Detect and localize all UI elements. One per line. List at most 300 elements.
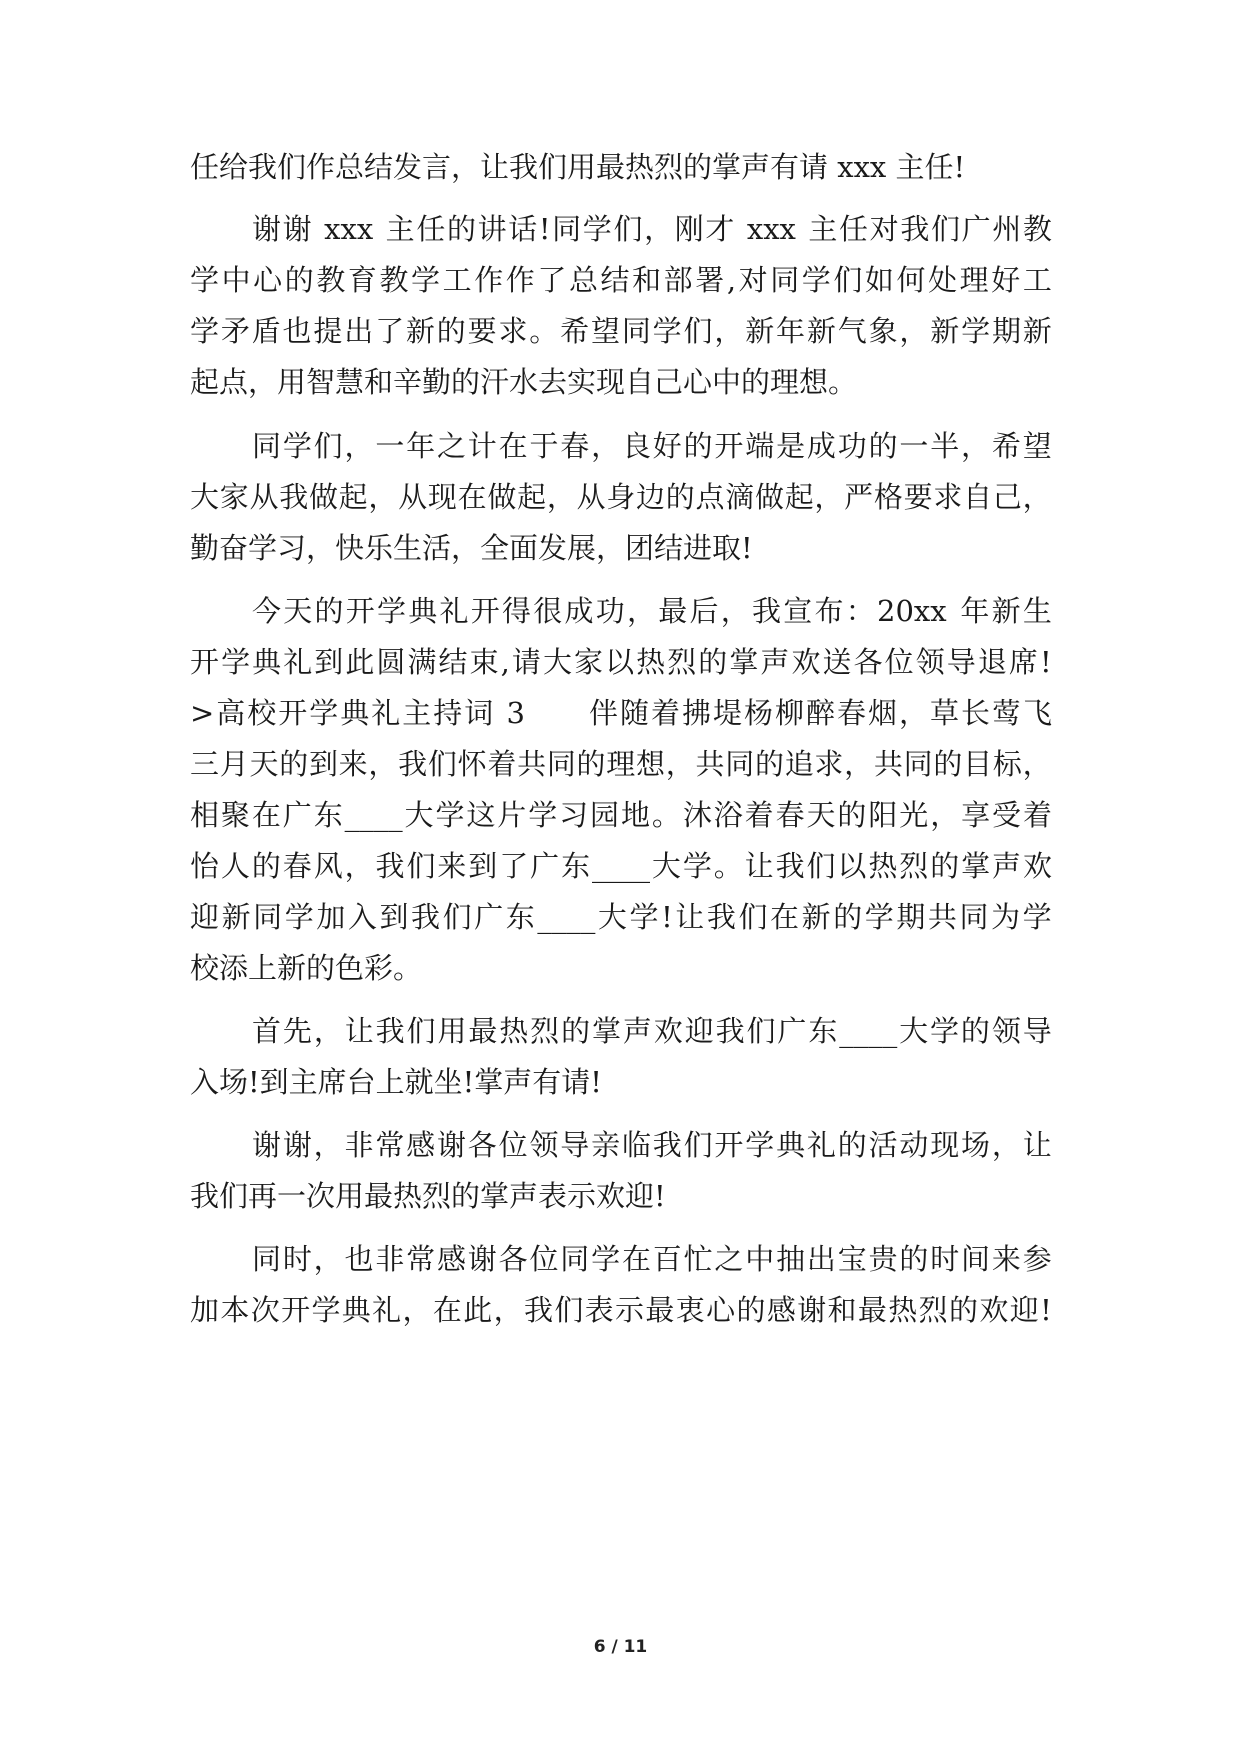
text-glyph: ! (1039, 645, 1052, 679)
text-glyph: 新 (930, 314, 960, 348)
text-line: 勤奋学习，快乐生活，全面发展，团结进取! (190, 531, 753, 565)
text-glyph: ， (898, 696, 928, 730)
text-glyph: 总 (568, 263, 598, 297)
text-glyph: 作 (474, 263, 504, 297)
text-glyph: 聚 (220, 798, 250, 832)
text-glyph: 新 (806, 314, 836, 348)
text-glyph: ! (661, 900, 673, 934)
text-glyph: 广 (474, 900, 504, 934)
text-glyph: 此 (463, 1293, 493, 1327)
text-glyph: 到 (468, 849, 498, 883)
text-glyph: 期 (991, 314, 1021, 348)
text-glyph: 何 (896, 263, 926, 297)
text-glyph: 一 (375, 429, 405, 463)
text-glyph: 加 (316, 900, 346, 934)
text-glyph: 最 (645, 1293, 675, 1327)
text-glyph: 育 (347, 263, 377, 297)
text-glyph: 临 (621, 1128, 651, 1162)
text-glyph: ， (344, 429, 374, 463)
text-glyph: 天 (806, 798, 836, 832)
text-glyph: 后 (689, 594, 719, 628)
text-glyph: 身 (606, 480, 636, 514)
text-glyph: 贵 (868, 1242, 898, 1276)
text-glyph: 希 (991, 429, 1021, 463)
text-glyph: 的 (837, 1128, 867, 1162)
text-glyph: 飞 (1022, 696, 1052, 730)
text-glyph: 起 (784, 480, 814, 514)
text-glyph: 同 (770, 263, 800, 297)
text-glyph: 常 (375, 1128, 405, 1162)
text-glyph: 地 (620, 798, 650, 832)
text-glyph: 。 (529, 314, 559, 348)
text-glyph: 新 (405, 314, 435, 348)
text-glyph: 领 (991, 1014, 1021, 1048)
text-glyph: 成 (564, 594, 594, 628)
text-glyph: 现 (930, 1128, 960, 1162)
text-glyph: 学 (311, 1293, 341, 1327)
text-glyph: ， (930, 798, 960, 832)
text-glyph: 各 (467, 1128, 497, 1162)
paragraph-line (252, 1125, 1052, 1165)
text-glyph: 春 (560, 429, 590, 463)
text-glyph: 工 (1022, 263, 1052, 297)
text-glyph: 计 (467, 429, 497, 463)
text-glyph: 表 (584, 1293, 614, 1327)
text-glyph: ， (714, 314, 744, 348)
text-glyph (375, 209, 384, 249)
text-glyph: 的 (251, 849, 281, 883)
text-line: 我们再一次用最热烈的掌声表示欢迎! (190, 1179, 666, 1213)
text-glyph: 草 (929, 696, 959, 730)
text-glyph: 束 (469, 645, 499, 679)
text-glyph: 风 (313, 849, 343, 883)
text-glyph: 广 (961, 212, 991, 246)
text-glyph: 热 (636, 645, 666, 679)
text-glyph: 拂 (681, 696, 711, 730)
text-glyph: 3 (506, 696, 525, 730)
text-glyph: 期 (896, 900, 926, 934)
text-glyph: ， (899, 314, 929, 348)
text-glyph: 得 (502, 594, 532, 628)
text-glyph: 署 (695, 263, 725, 297)
text-glyph: 让 (344, 1014, 374, 1048)
text-glyph: 礼 (806, 1128, 836, 1162)
text-glyph: ， (844, 747, 874, 781)
text-glyph: 好 (652, 429, 682, 463)
text-glyph: 的 (576, 747, 606, 781)
text-glyph: 要 (467, 314, 497, 348)
text-glyph: 的 (284, 263, 314, 297)
text-glyph: 位 (529, 1242, 559, 1276)
text-glyph: 东 (313, 798, 343, 832)
text-glyph: 同 (725, 747, 755, 781)
text-glyph: 中 (221, 263, 251, 297)
text-glyph: 东 (808, 1014, 838, 1048)
text-glyph: 一 (899, 429, 929, 463)
paragraph-line (252, 209, 1052, 249)
text-glyph: ： (845, 594, 875, 628)
text-glyph: 今 (252, 594, 282, 628)
text-glyph: 共 (927, 900, 957, 934)
text-glyph: 来 (338, 747, 368, 781)
text-glyph: 心 (253, 263, 283, 297)
text-glyph: 最 (857, 1293, 887, 1327)
paragraph-line (252, 591, 1052, 631)
text-glyph: 追 (784, 747, 814, 781)
text-glyph: 的 (837, 798, 867, 832)
text-glyph: 非 (344, 1128, 374, 1162)
text-glyph: 谢 (467, 1242, 497, 1276)
text-line (190, 693, 1052, 733)
text-glyph: 场 (961, 1128, 991, 1162)
text-glyph: 典 (252, 645, 282, 679)
text-line (190, 846, 1052, 886)
text-glyph: 动 (899, 1128, 929, 1162)
text-glyph: 月 (219, 747, 249, 781)
text-glyph: 阳 (868, 798, 898, 832)
text-glyph: ， (814, 480, 844, 514)
text-glyph: 礼 (283, 645, 313, 679)
text-glyph: ， (1022, 747, 1052, 781)
text-glyph: 的 (736, 1293, 766, 1327)
text-glyph: 家 (574, 645, 604, 679)
text-line (190, 795, 1052, 835)
text-glyph: 结 (600, 263, 630, 297)
text-glyph: 谢 (797, 1293, 827, 1327)
text-glyph: 春 (282, 849, 312, 883)
text-glyph: ， (591, 429, 621, 463)
text-glyph: ， (344, 849, 374, 883)
text-glyph: 主 (402, 696, 432, 730)
text-glyph: 来 (991, 1242, 1021, 1276)
text-glyph: 东 (505, 900, 535, 934)
text-glyph: 词 (464, 696, 494, 730)
text-glyph: 浴 (713, 798, 743, 832)
text-glyph: 让 (1022, 1128, 1052, 1162)
text-glyph: 们 (806, 849, 836, 883)
text-glyph: 同 (253, 900, 283, 934)
text-glyph: 活 (868, 1128, 898, 1162)
text-glyph: 掌 (961, 849, 991, 883)
text-glyph: 的 (960, 1014, 990, 1048)
text-glyph: 的 (899, 1242, 929, 1276)
text-glyph: 时 (282, 1242, 312, 1276)
text-glyph: 标 (992, 747, 1022, 781)
text-glyph: 间 (961, 1242, 991, 1276)
text-glyph: ! (1040, 1293, 1052, 1327)
text-glyph: 同 (546, 747, 576, 781)
text-glyph: 家 (219, 480, 249, 514)
text-glyph: 学 (745, 1128, 775, 1162)
text-glyph: 的 (665, 480, 695, 514)
text-glyph: 们 (738, 900, 768, 934)
text-glyph: 象 (868, 314, 898, 348)
text-glyph: 自 (963, 480, 993, 514)
text-glyph: ， (493, 1293, 523, 1327)
text-glyph: 导 (946, 645, 976, 679)
text-glyph: 的 (446, 212, 476, 246)
text-glyph: 开 (190, 645, 220, 679)
text-glyph (495, 693, 504, 733)
text-glyph: 结 (438, 645, 468, 679)
text-line (190, 477, 1052, 517)
text-glyph: 们 (406, 849, 436, 883)
text-glyph: ， (644, 212, 674, 246)
text-glyph: 人 (220, 849, 250, 883)
text-glyph: 掌 (729, 645, 759, 679)
text-glyph: 中 (745, 1242, 775, 1276)
text-line: 入场!到主席台上就坐!掌声有请! (190, 1065, 602, 1099)
text-glyph: 欢 (1022, 849, 1052, 883)
text-glyph: ， (368, 747, 398, 781)
text-glyph: 开 (714, 1128, 744, 1162)
text-glyph: 同 (621, 314, 651, 348)
text-glyph: 了 (537, 263, 567, 297)
text-glyph: 欢 (653, 1014, 683, 1048)
text-glyph: ____ (537, 900, 596, 934)
text-glyph: 亲 (591, 1128, 621, 1162)
text-glyph: 大 (651, 849, 681, 883)
text-glyph: 在 (432, 1293, 462, 1327)
text-glyph: 烈 (667, 645, 697, 679)
text-glyph: ， (961, 429, 991, 463)
text-glyph: 以 (837, 849, 867, 883)
text-glyph: 开 (470, 594, 500, 628)
text-glyph: 请 (511, 645, 541, 679)
text-glyph: 们 (930, 212, 960, 246)
text-glyph: 为 (991, 900, 1021, 934)
text-glyph: 边 (636, 480, 666, 514)
text-glyph: 习 (559, 798, 589, 832)
text-glyph: ， (991, 1128, 1021, 1162)
text-glyph: 做 (487, 480, 517, 514)
text-glyph: 我 (775, 849, 805, 883)
text-glyph: , (726, 263, 737, 297)
text-glyph: 加 (190, 1293, 220, 1327)
text-line (190, 1290, 1052, 1330)
text-glyph: 的 (833, 900, 863, 934)
text-glyph: 对 (869, 212, 899, 246)
text-glyph: 最 (658, 594, 688, 628)
text-glyph: 我 (375, 849, 405, 883)
text-glyph (558, 693, 587, 733)
text-glyph: 新 (745, 314, 775, 348)
text-glyph: ____ (344, 798, 403, 832)
text-glyph: 理 (959, 263, 989, 297)
text-glyph: 点 (695, 480, 725, 514)
text-glyph: 大 (542, 645, 572, 679)
text-glyph: 在 (457, 480, 487, 514)
text-glyph: 20xx (877, 594, 947, 628)
text-glyph: 参 (1022, 1242, 1052, 1276)
text-glyph: 掌 (591, 1014, 621, 1048)
text-glyph: 各 (498, 1242, 528, 1276)
text-glyph: 片 (497, 798, 527, 832)
text-glyph: 我 (652, 1128, 682, 1162)
text-glyph: 开 (278, 696, 308, 730)
text-glyph: xxx (746, 212, 796, 246)
text-glyph: 端 (745, 429, 775, 463)
text-glyph: 欢 (791, 645, 821, 679)
text-line (190, 642, 1052, 682)
text-glyph: 的 (683, 429, 713, 463)
text-glyph: 。 (713, 849, 743, 883)
text-glyph: 作 (505, 263, 535, 297)
text-glyph: 求 (498, 314, 528, 348)
text-glyph: 要 (903, 480, 933, 514)
paragraph-line (252, 426, 1052, 466)
text-glyph: 最 (468, 1014, 498, 1048)
text-glyph: 们 (406, 1014, 436, 1048)
text-glyph: 春 (775, 798, 805, 832)
text-glyph: 的 (698, 645, 728, 679)
text-glyph: 怡 (190, 849, 220, 883)
text-glyph: 我 (523, 1293, 553, 1327)
text-glyph: 大 (597, 900, 627, 934)
text-glyph: 让 (675, 900, 705, 934)
text-glyph: 学 (282, 429, 312, 463)
text-glyph: 随 (619, 696, 649, 730)
text-glyph: 了 (375, 314, 405, 348)
text-glyph: 欢 (979, 1293, 1009, 1327)
text-glyph: 是 (776, 429, 806, 463)
text-glyph: 们 (833, 263, 863, 297)
text-glyph (527, 693, 556, 733)
text-glyph: 醉 (805, 696, 835, 730)
text-glyph: 做 (754, 480, 784, 514)
text-glyph: 之 (714, 1242, 744, 1276)
text-glyph: 在 (770, 900, 800, 934)
text-glyph: 东 (561, 849, 591, 883)
text-glyph: 于 (529, 429, 559, 463)
text-glyph: 州 (992, 212, 1022, 246)
text-glyph: 望 (1022, 429, 1052, 463)
text-glyph: 着 (650, 696, 680, 730)
text-glyph: 学 (591, 1242, 621, 1276)
text-glyph: 声 (622, 1014, 652, 1048)
text-line (190, 260, 1052, 300)
text-glyph: 学 (682, 849, 712, 883)
text-glyph: 在 (251, 798, 281, 832)
text-glyph: 们 (442, 900, 472, 934)
text-glyph: 功 (837, 429, 867, 463)
text-line: 校添上新的色彩。 (190, 951, 423, 985)
text-glyph: 礼 (439, 594, 469, 628)
text-glyph: 做 (308, 480, 338, 514)
text-glyph: ， (627, 594, 657, 628)
text-glyph: 望 (590, 314, 620, 348)
text-glyph: 示 (615, 1293, 645, 1327)
text-glyph: 学 (629, 900, 659, 934)
text-glyph: 位 (884, 645, 914, 679)
text-glyph: 求 (933, 480, 963, 514)
text-glyph: xxx (324, 212, 374, 246)
text-glyph: 对 (738, 263, 768, 297)
text-glyph: 入 (347, 900, 377, 934)
text-glyph: 盾 (251, 314, 281, 348)
text-glyph: 烟 (867, 696, 897, 730)
text-glyph: 才 (705, 212, 735, 246)
text-glyph: 我 (375, 1014, 405, 1048)
text-glyph: 提 (313, 314, 343, 348)
text-glyph: 也 (344, 1242, 374, 1276)
text-glyph: 和 (632, 263, 662, 297)
text-glyph: 年 (960, 594, 990, 628)
text-glyph: ， (313, 1014, 343, 1048)
text-glyph: 迎 (684, 1014, 714, 1048)
text-glyph: 的 (314, 594, 344, 628)
text-glyph: 们 (683, 314, 713, 348)
text-glyph: 次 (250, 1293, 280, 1327)
text-glyph: 伴 (588, 696, 618, 730)
text-glyph: 学 (930, 1014, 960, 1048)
text-glyph: 衷 (675, 1293, 705, 1327)
text-glyph: 相 (190, 798, 220, 832)
text-glyph: 退 (977, 645, 1007, 679)
text-glyph: 着 (744, 798, 774, 832)
text-glyph: 从 (576, 480, 606, 514)
text-glyph: 柳 (774, 696, 804, 730)
text-glyph: 们 (554, 1293, 584, 1327)
text-glyph: 。 (651, 798, 681, 832)
text-glyph: 位 (498, 1128, 528, 1162)
text-glyph: 春 (836, 696, 866, 730)
text-glyph: 堤 (712, 696, 742, 730)
text-glyph: 谢 (252, 212, 282, 246)
text-glyph: 成 (806, 429, 836, 463)
text-glyph: 开 (281, 1293, 311, 1327)
text-glyph: 百 (652, 1242, 682, 1276)
text-glyph: 年 (406, 429, 436, 463)
text-glyph: ____ (591, 849, 650, 883)
text-glyph: 我 (715, 1014, 745, 1048)
text-glyph: 光 (899, 798, 929, 832)
text-glyph: 同 (552, 212, 582, 246)
text-glyph: 沐 (682, 798, 712, 832)
text-glyph: 同 (903, 747, 933, 781)
text-glyph: 的 (561, 1014, 591, 1048)
text-glyph: 同 (560, 1242, 590, 1276)
text-glyph: 出 (806, 1242, 836, 1276)
text-glyph: 着 (487, 747, 517, 781)
text-glyph: 了 (499, 849, 529, 883)
text-glyph: 想 (636, 747, 666, 781)
text-glyph: 教 (1022, 212, 1052, 246)
text-glyph: 谢 (282, 1128, 312, 1162)
text-glyph: 感 (406, 1128, 436, 1162)
text-glyph: 杨 (743, 696, 773, 730)
text-glyph: 受 (992, 798, 1022, 832)
text-glyph: 共 (695, 747, 725, 781)
text-glyph: 声 (760, 645, 790, 679)
text-glyph: 生 (1022, 594, 1052, 628)
text-glyph: , (500, 645, 510, 679)
text-glyph: 热 (868, 849, 898, 883)
text-glyph: 布 (814, 594, 844, 628)
text-glyph: ， (368, 480, 398, 514)
text-glyph: 此 (345, 645, 375, 679)
text-glyph: 起 (338, 480, 368, 514)
text-glyph: 热 (499, 1014, 529, 1048)
paragraph-line (252, 1011, 1052, 1051)
text-glyph: ， (1022, 480, 1052, 514)
text-glyph: 学 (582, 212, 612, 246)
text-glyph: 感 (436, 1242, 466, 1276)
text-glyph: 学 (221, 645, 251, 679)
text-glyph: 话 (508, 212, 538, 246)
text-glyph: 宝 (837, 1242, 867, 1276)
text-glyph: 同 (252, 429, 282, 463)
